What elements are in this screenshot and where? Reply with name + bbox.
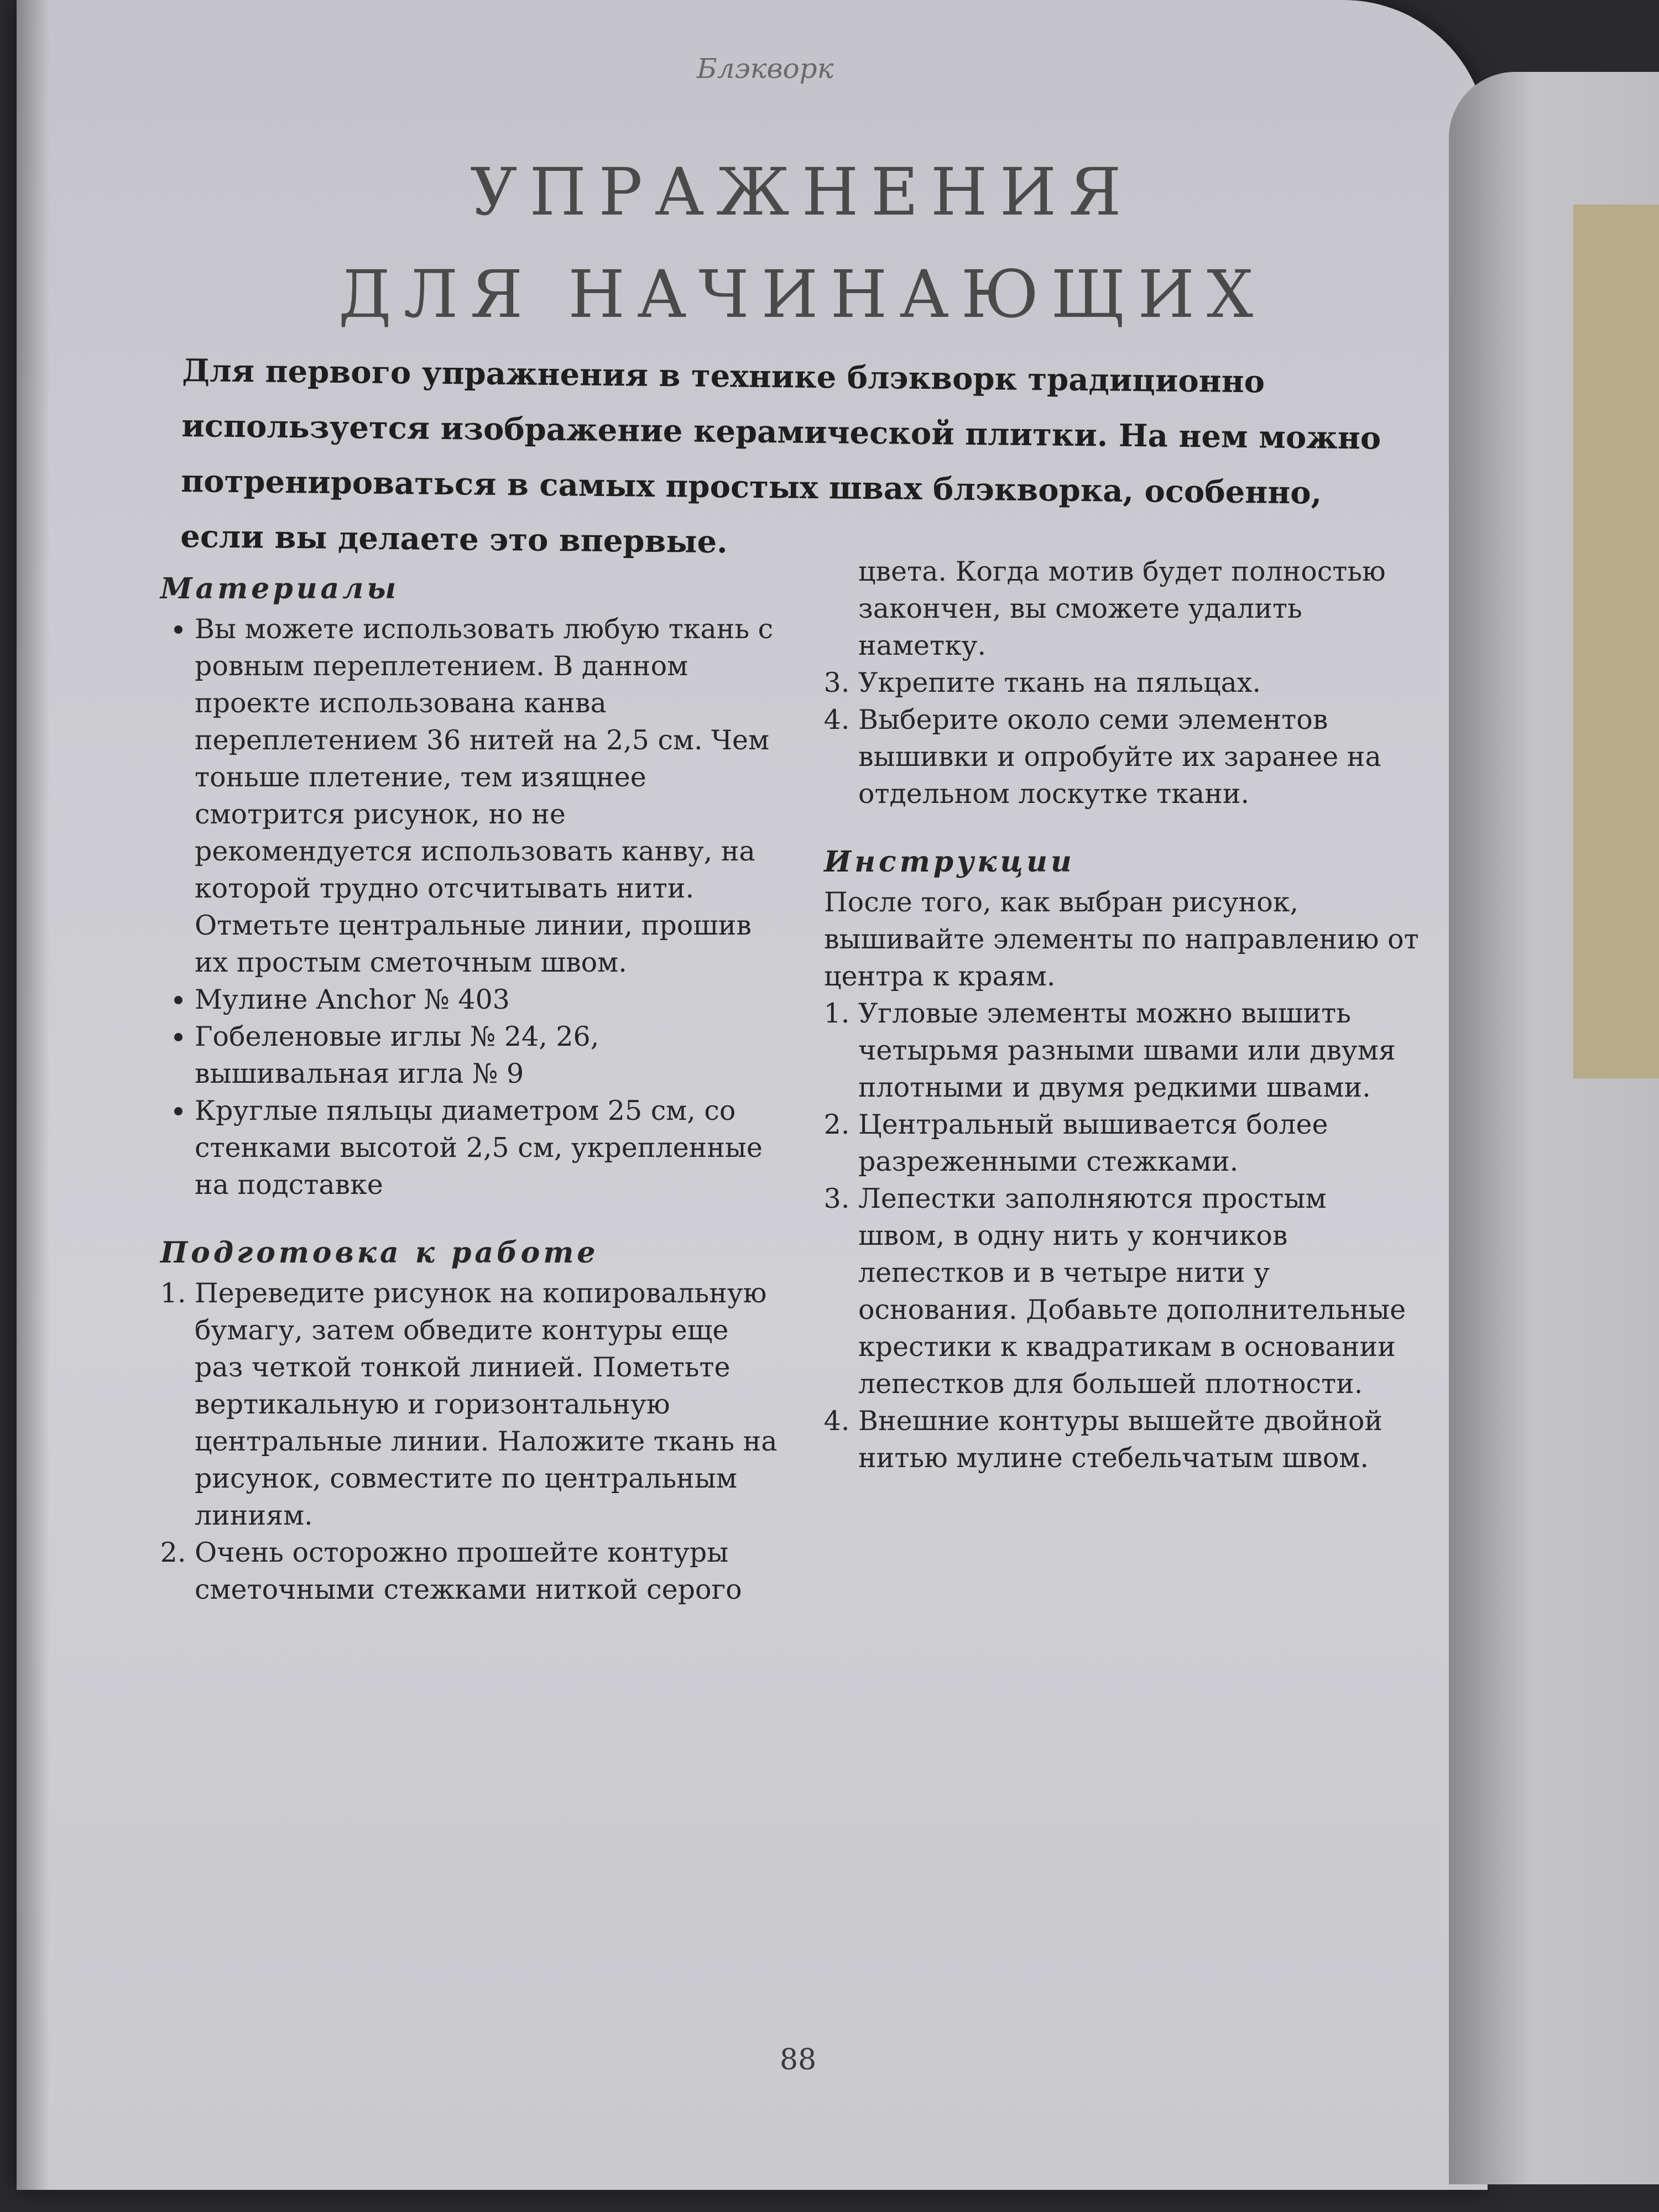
preparation-continuation: цвета. Когда мотив будет полностью закончен, вы сможете удалить наметку.: [858, 556, 1386, 661]
instructions-heading: Инструкции: [824, 845, 1075, 879]
list-item: 4. Выберите около семи элементов вышивки и опробуйте их заранее на отдельном лоскутке ткани.: [858, 701, 1421, 812]
list-item: • Вы можете использовать любую ткань с ровным переплетением. В данном проекте использована канва переплетением 36 нитей на 2,5 см. Чем тоньше плетение, тем изящнее смотрится рисунок, но не рекомендуется использовать канву, на которой трудно отсчитывать нити. Отметьте центральные линии, прошив их простым сметочным швом.: [195, 611, 785, 981]
list-item: 2. Центральный вышивается более разреженными стежками.: [858, 1106, 1421, 1180]
list-item: 3. Лепестки заполняются простым швом, в одну нить у кончиков лепестков и в четыре нити у основания. Добавьте дополнительные крестики к квадратикам в основании лепестков для большей плотности.: [858, 1180, 1421, 1402]
list-item: 1. Угловые элементы можно вышить четырьмя разными швами или двумя плотными и двумя редкими швами.: [858, 995, 1421, 1106]
lead-paragraph: Для первого упражнения в технике блэкворк традиционно используется изображение керамической плитки. На нем можно потренироваться в самых простых швах блэкворка, особенно, если вы делаете это впервые.: [180, 352, 1381, 561]
list-item: • Мулине Anchor № 403: [195, 981, 785, 1018]
list-item: 1. Переведите рисунок на копировальную бумагу, затем обведите контуры еще раз четкой тонкой линией. Пометьте вертикальную и горизонтальную центральные линии. Наложите ткань на рисунок, совместите по центральным линиям.: [195, 1275, 785, 1534]
instructions-list: [824, 995, 1421, 1477]
list-item: 2. Очень осторожно прошейте контуры сметочными стежками ниткой серого: [195, 1534, 785, 1608]
page-number: 88: [780, 2043, 817, 2077]
materials-heading: Материалы: [160, 572, 400, 606]
title-line-1: УПРАЖНЕНИЯ: [470, 154, 1134, 230]
running-head: Блэкворк: [697, 53, 834, 85]
materials-list: [160, 611, 785, 1203]
list-item: 4. Внешние контуры вышейте двойной нитью мулине стебельчатым швом.: [858, 1402, 1421, 1477]
page-title: [0, 141, 1604, 346]
instructions-intro: После того, как выбран рисунок, вышивайте элементы по направлению от центра к краям.: [824, 886, 1419, 992]
right-column: [824, 553, 1421, 1477]
list-item: 3. Укрепите ткань на пяльцах.: [858, 664, 1421, 701]
preparation-list: [160, 1275, 785, 1608]
preparation-heading: Подготовка к работе: [160, 1236, 599, 1270]
title-line-2: ДЛЯ НАЧИНАЮЩИХ: [338, 256, 1266, 332]
list-item: • Гобеленовые иглы № 24, 26, вышивальная игла № 9: [195, 1018, 785, 1092]
list-item: • Круглые пяльцы диаметром 25 см, со стенками высотой 2,5 см, укрепленные на подставке: [195, 1092, 785, 1203]
left-column: [160, 570, 785, 1608]
preparation-list-continued: [824, 664, 1421, 812]
